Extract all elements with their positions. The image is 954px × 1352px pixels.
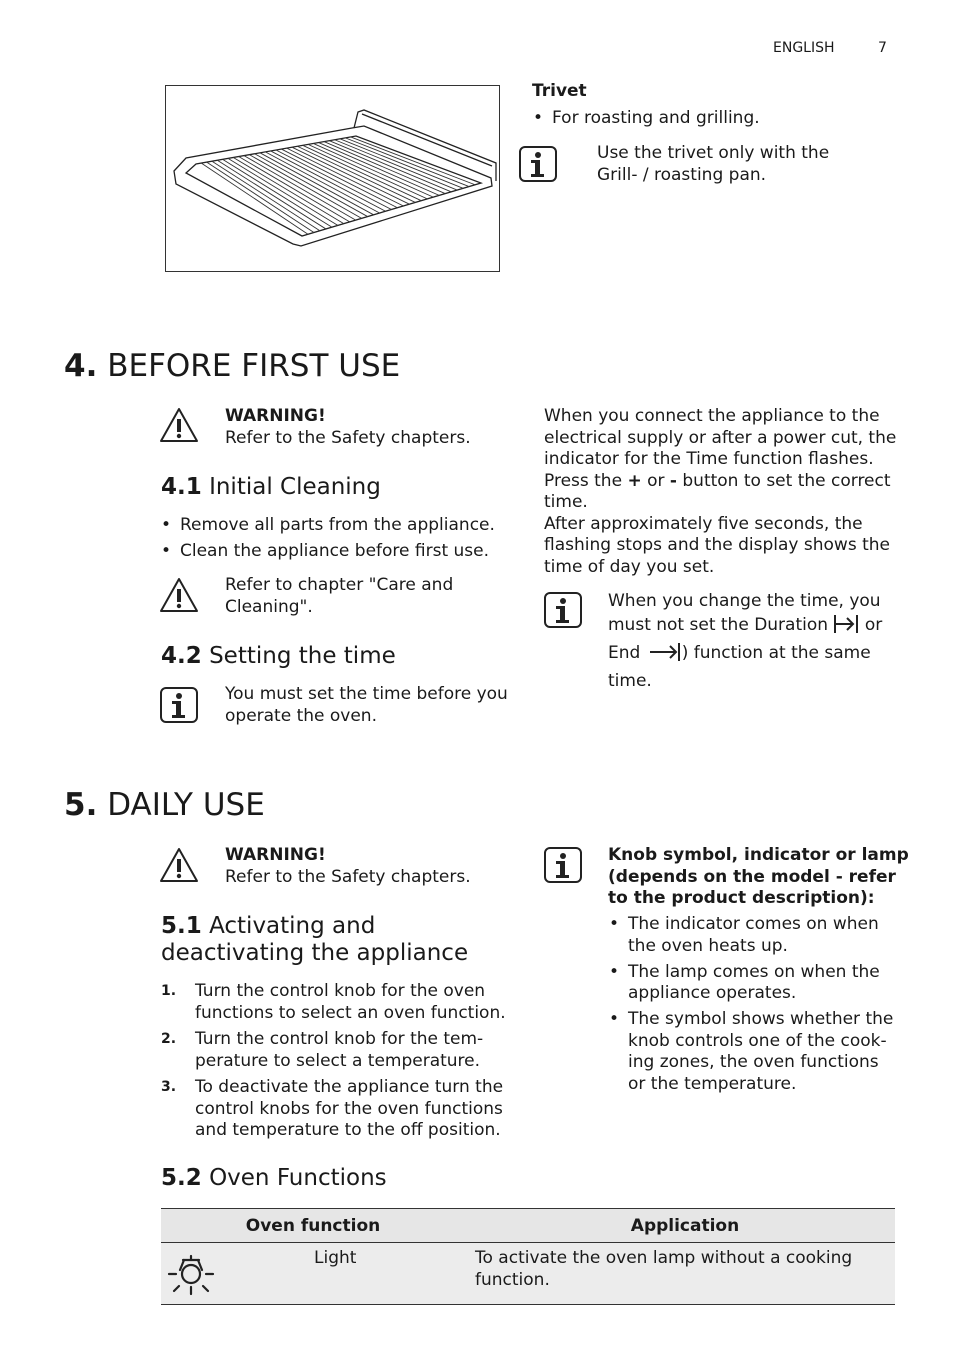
minus-button-label: - [669, 470, 677, 491]
section-5-warning: WARNING! Refer to the Safety chapters. [225, 845, 471, 887]
plus-button-label: + [627, 470, 642, 491]
warning-icon [159, 846, 199, 884]
info-icon [543, 846, 583, 884]
set-time-note: You must set the time before you operate the oven. [225, 684, 508, 726]
caution-icon [159, 576, 199, 614]
trivet-note: Use the trivet only with the Grill- / roasting pan. [597, 143, 830, 185]
info-icon [518, 145, 558, 183]
list-item: • The symbol shows whether the knob controls one of the cook- ing zones, the oven functions or the temperature. [609, 1009, 909, 1095]
time-setting-instructions: When you connect the appliance to the electrical supply or after a power cut, the indicator for the Time function flashes. Press the + or - button to set the correct time. After approximately five seconds, the flashing stops and the display shows the time of day you set. [544, 406, 897, 577]
subsection-5-1-heading: 5.1 Activating and deactivating the appliance [161, 913, 469, 966]
lamp-icon [161, 1243, 306, 1305]
table-row [161, 1243, 895, 1305]
info-icon [543, 591, 583, 629]
function-application: To activate the oven lamp without a cooking function. [465, 1243, 895, 1305]
list-item: 3. To deactivate the appliance turn the control knobs for the oven functions and temperature to the off position. [161, 1077, 504, 1140]
list-item: • The indicator comes on when the oven heats up. [609, 914, 909, 957]
column-header-oven-function: Oven function [161, 1209, 465, 1243]
trivet-illustration [165, 85, 500, 272]
care-cleaning-note: Refer to chapter "Care and Cleaning". [225, 575, 454, 617]
list-item: 1. Turn the control knob for the oven functions to select an oven function. [161, 981, 506, 1023]
function-name: Light [306, 1243, 465, 1305]
section-5-heading: 5. DAILY USE [64, 787, 265, 823]
knob-symbol-list [609, 914, 909, 1100]
info-icon [159, 686, 199, 724]
end-icon [646, 642, 682, 669]
section-4-warning: WARNING! Refer to the Safety chapters. [225, 406, 471, 448]
list-item: • The lamp comes on when the appliance operates. [609, 962, 909, 1005]
column-header-application: Application [465, 1209, 895, 1243]
page-number: 7 [878, 40, 887, 56]
list-item: 2. Turn the control knob for the tem- perature to select a temperature. [161, 1029, 484, 1071]
subsection-4-2-heading: 4.2 Setting the time [161, 643, 396, 669]
list-item: • Clean the appliance before first use. [161, 541, 521, 563]
trivet-bullets [533, 108, 893, 134]
duration-icon [833, 614, 859, 641]
knob-symbol-title: Knob symbol, indicator or lamp (depends on the model - refer to the product description): [608, 845, 909, 908]
list-item: • Remove all parts from the appliance. [161, 515, 521, 537]
table-header-row [161, 1209, 895, 1243]
activation-steps [161, 981, 521, 1147]
subsection-5-2-heading: 5.2 Oven Functions [161, 1165, 387, 1191]
oven-functions-table [161, 1208, 895, 1305]
section-4-heading: 4. BEFORE FIRST USE [64, 348, 401, 384]
header-language: ENGLISH [773, 40, 835, 56]
trivet-title: Trivet [532, 81, 587, 101]
subsection-4-1-heading: 4.1 Initial Cleaning [161, 474, 381, 500]
warning-icon [159, 406, 199, 444]
initial-cleaning-list [161, 515, 521, 567]
duration-end-note: When you change the time, you must not set the Duration or End ) function at the same time. [608, 591, 883, 691]
list-item: • For roasting and grilling. [533, 108, 893, 130]
